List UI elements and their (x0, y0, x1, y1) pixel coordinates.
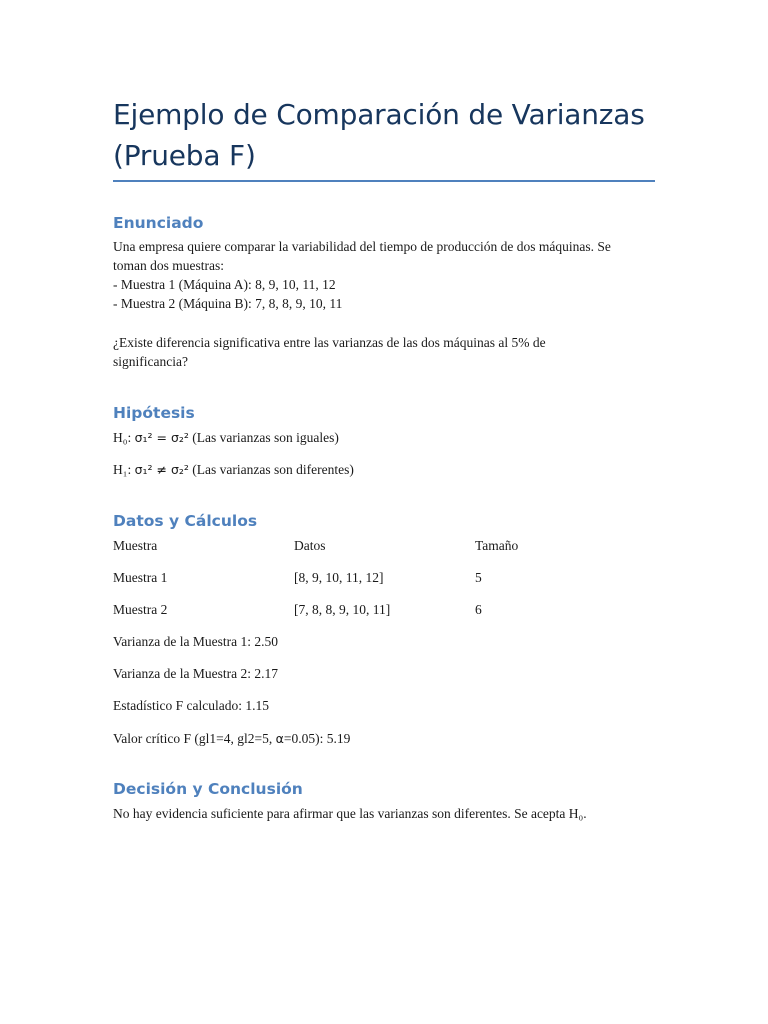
enunciado-line-1: Una empresa quiere comparar la variabilidad del tiempo de producción de dos máquinas. Se (113, 239, 611, 254)
title-underline-divider (113, 180, 655, 182)
table-cell-tamano: 6 (475, 602, 482, 617)
enunciado-line-4: - Muestra 2 (Máquina B): 7, 8, 8, 9, 10, 11 (113, 296, 343, 311)
enunciado-line-2: toman dos muestras: (113, 258, 224, 273)
table-cell-muestra: Muestra 2 (113, 602, 168, 617)
enunciado-question (113, 333, 546, 371)
critical-value-suffix: =0.05): 5.19 (283, 731, 351, 746)
hypothesis-null (113, 428, 339, 447)
document-title-line-1: Ejemplo de Comparación de Varianzas (113, 98, 645, 131)
h0-formula: σ₁² = σ₂² (134, 430, 189, 445)
critical-value (113, 729, 350, 748)
hypothesis-alternative (113, 460, 354, 479)
heading-hipotesis: Hipótesis (113, 404, 195, 422)
enunciado-paragraph (113, 237, 611, 313)
h1-text: (Las varianzas son diferentes) (188, 462, 354, 477)
f-statistic: Estadístico F calculado: 1.15 (113, 698, 269, 713)
critical-value-prefix: Valor crítico F (gl1=4, gl2=5, (113, 731, 276, 746)
h1-label: H₁: (113, 462, 135, 477)
document-title-line-2: (Prueba F) (113, 139, 256, 172)
table-cell-muestra: Muestra 1 (113, 570, 168, 585)
heading-enunciado: Enunciado (113, 214, 204, 232)
enunciado-line-3: - Muestra 1 (Máquina A): 8, 9, 10, 11, 12 (113, 277, 336, 292)
table-header-muestra: Muestra (113, 538, 158, 553)
document-title (113, 94, 655, 176)
table-header-datos: Datos (294, 538, 326, 553)
question-line-2: significancia? (113, 354, 188, 369)
h0-label: H₀: (113, 430, 135, 445)
h1-formula: σ₁² ≠ σ₂² (134, 462, 189, 477)
question-line-1: ¿Existe diferencia significativa entre las varianzas de las dos máquinas al 5% de (113, 335, 546, 350)
h0-text: (Las varianzas son iguales) (188, 430, 339, 445)
table-cell-datos: [8, 9, 10, 11, 12] (294, 570, 384, 585)
variance-sample-2: Varianza de la Muestra 2: 2.17 (113, 666, 278, 681)
heading-datos-calculos: Datos y Cálculos (113, 512, 258, 530)
table-cell-datos: [7, 8, 8, 9, 10, 11] (294, 602, 391, 617)
alpha-symbol: α (275, 731, 284, 746)
table-header-tamano: Tamaño (475, 538, 519, 553)
table-cell-tamano: 5 (475, 570, 482, 585)
conclusion-text: No hay evidencia suficiente para afirmar que las varianzas son diferentes. Se acepta H₀. (113, 806, 587, 821)
variance-sample-1: Varianza de la Muestra 1: 2.50 (113, 634, 278, 649)
heading-decision-conclusion: Decisión y Conclusión (113, 780, 303, 798)
